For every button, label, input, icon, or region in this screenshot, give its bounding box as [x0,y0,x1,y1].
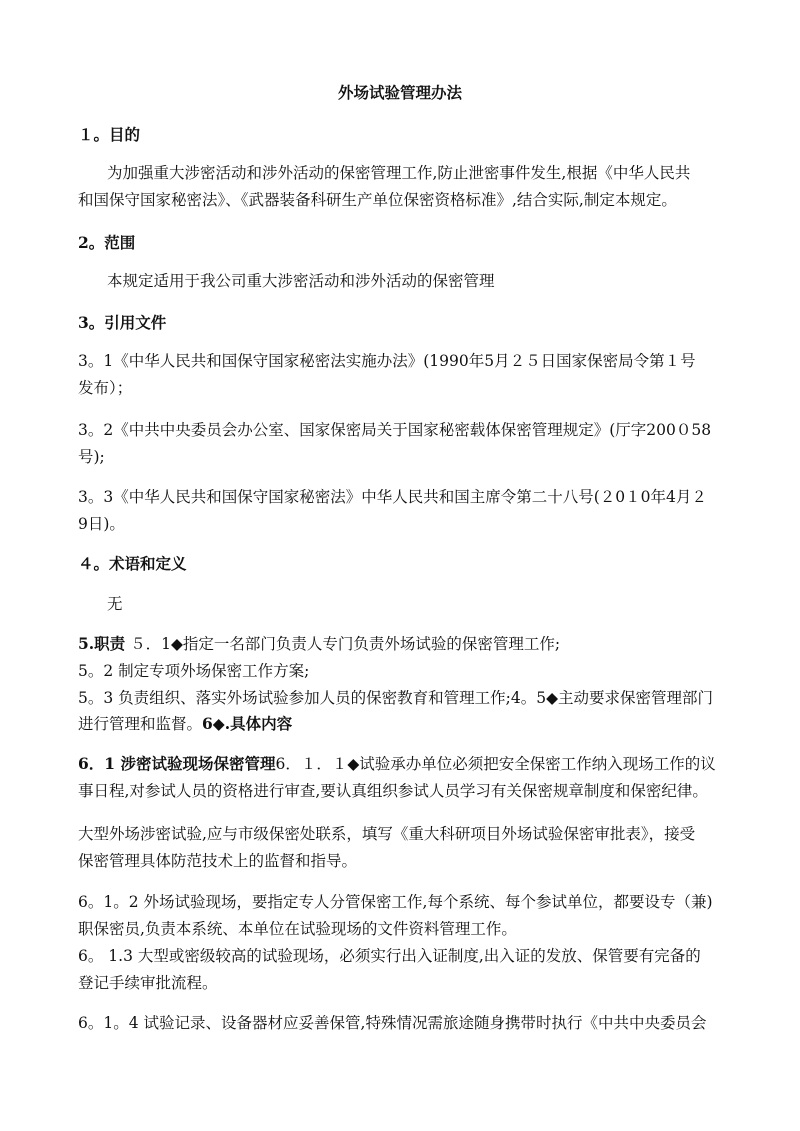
section-6-text: 6．１．１◆试验承办单位必须把安全保密工作纳入现场工作的议 [275,755,716,773]
section-5-line [78,633,738,655]
section-6-heading: 6◆.具体内容 [202,714,293,733]
reference-item-line: 3。2《中共中央委员会办公室、国家保密局关于国家秘密载体保密管理规定》(厅字200０58 [78,421,712,439]
reference-item-line: 9日)。 [78,515,125,533]
section-1-para-line: 和国保守国家秘密法》、《武器装备科研生产单位保密资格标准》,结合实际,制定本规定。 [78,191,677,209]
section-3-heading: 3。引用文件 [78,313,167,332]
reference-item-line: 号); [78,448,105,466]
section-5-text: ５．1◆指定一名部门负责人专门负责外场试验的保密管理工作; [130,635,561,653]
section-5-heading: 5.职责 [78,634,126,653]
section-6-line: 保密管理具体防范技术上的监督和指导。 [78,852,358,870]
section-6-line: 事日程,对参试人员的资格进行审查,要认真组织参试人员学习有关保密规章制度和保密纪律。 [78,782,708,800]
section-6-line: 6。 1.3 大型或密级较高的试验现场，必须实行出入证制度,出入证的发放、保管要有完备的 [78,947,701,965]
section-6-line: 大型外场涉密试验,应与市级保密处联系，填写《重大科研项目外场试验保密审批表》，接受 [78,825,696,843]
section-2-heading: 2。范围 [78,233,136,252]
section-6-line: 登记手续审批流程。 [78,974,218,992]
section-4-heading: ４。术语和定义 [78,554,187,573]
section-6-line [78,753,738,775]
section-5-line [78,713,738,735]
section-6-line: 6。1。4 试验记录、设备器材应妥善保管,特殊情况需旅途随身携带时执行《中共中央委员会 [78,1014,707,1032]
section-1-heading: １。目的 [78,125,141,144]
section-5-line: 5。3 负责组织、落实外场试验参加人员的保密教育和管理工作;4。5◆主动要求保密管理部门 [78,689,714,707]
section-1-para-line: 为加强重大涉密活动和涉外活动的保密管理工作,防止泄密事件发生,根据《中华人民共 [107,164,691,182]
section-6-line: 职保密员,负责本系统、本单位在试验现场的文件资料管理工作。 [78,920,517,938]
reference-item-line: 发布）； [78,379,133,397]
section-2-para: 本规定适用于我公司重大涉密活动和涉外活动的保密管理 [107,272,495,290]
subsection-6-1-heading: 6．1 涉密试验现场保密管理 [78,754,276,773]
section-6-line: 6。1。2 外场试验现场，要指定专人分管保密工作,每个系统、每个参试单位，都要设专（兼) [78,893,713,911]
section-5-line: 5。2 制定专项外场保密工作方案; [78,662,310,680]
reference-item-line: 3。3《中华人民共和国保守国家秘密法》中华人民共和国主席令第二十八号(２0１0年4月２ [78,488,707,506]
section-5-text: 进行管理和监督。 [78,715,203,733]
reference-item-line: 3。1《中华人民共和国保守国家秘密法实施办法》(1990年5月２５日国家保密局令第１号 [78,352,696,370]
section-4-para: 无 [107,595,123,613]
document-title: 外场试验管理办法 [337,83,462,102]
